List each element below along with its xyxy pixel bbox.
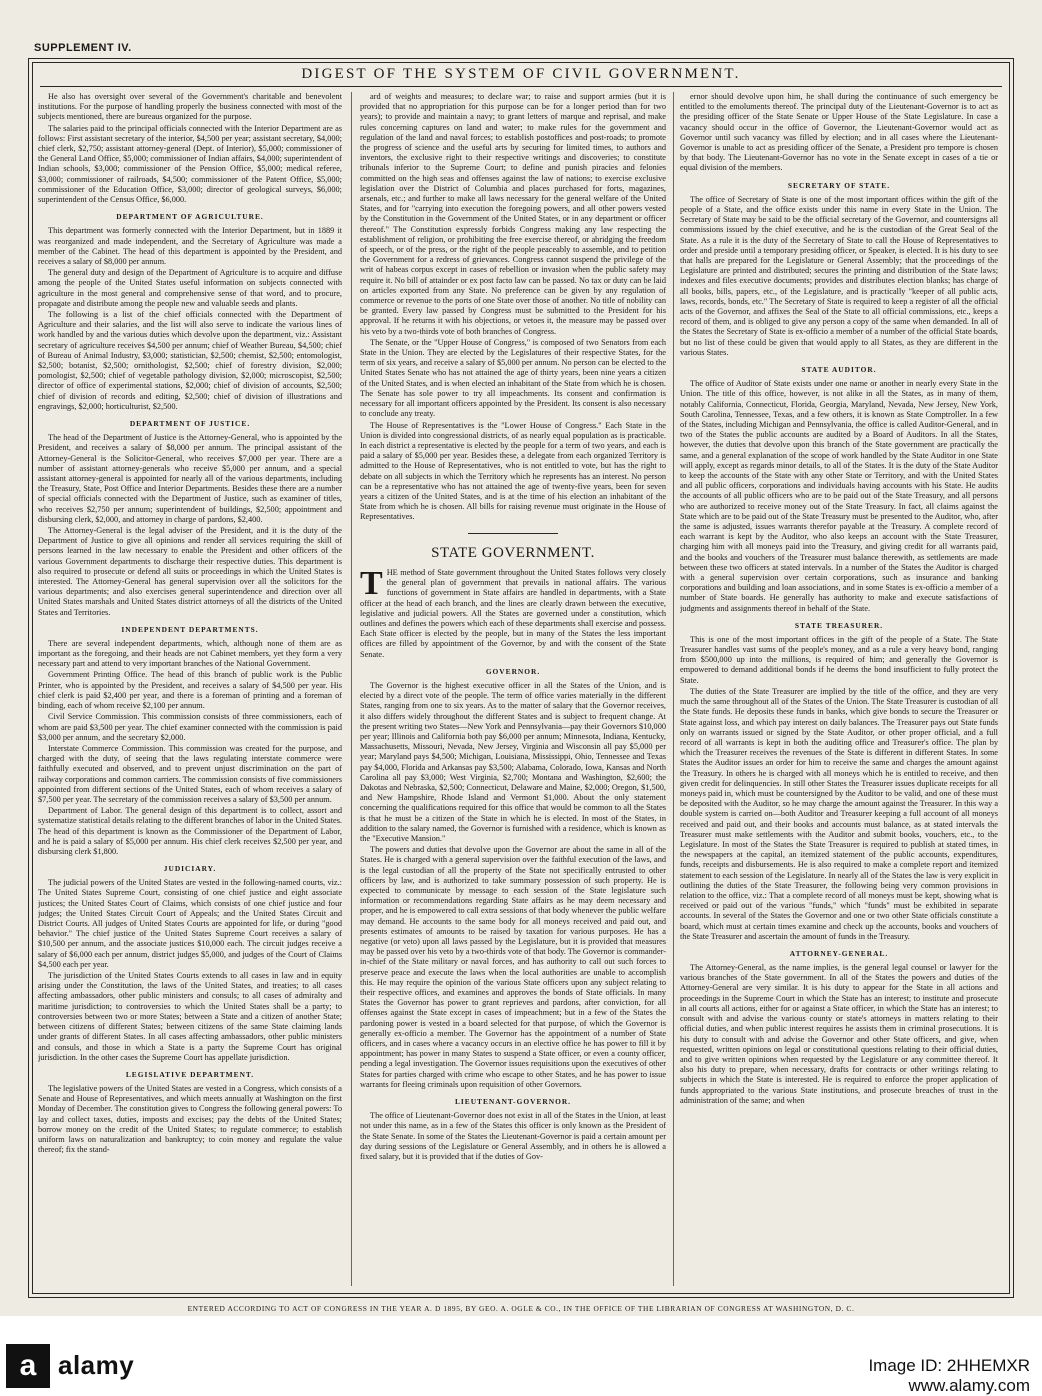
column-divider-1	[351, 92, 352, 1286]
intro-text: HE method of State government throughout the United States follows very closely the general plan of government that prevails in national affairs. The various functions of government in State affairs are handled in departments, with a State officer at the head of each branch, and the lines are clearly drawn between the executive, legislative and judicial powers. All the States are governed under a constitution, which outlines and defines the powers which each of these departments shall exercise and possess. Each State officer is elected by the people, but in many of the States the less important offices are filled by appointment of the Governor, by and with the consent of the State Senate.	[360, 567, 666, 659]
heading-lieutenant-governor: LIEUTENANT-GOVERNOR.	[454, 1097, 572, 1107]
heading-state-government: STATE GOVERNMENT.	[431, 544, 595, 561]
paragraph: The office of Auditor of State exists under one name or another in nearly every State in the Union. The title of this office, however, is not alike in all the States, as in many of them, notably California, Connecticut, Florida, Georgia, Maryland, Nevada, New Jersey, New York, South Carolina, Tennessee, Texas, and a few others, it is known as State Comptroller. In a few of the States, including Michigan and Pennsylvania, the office is called Auditor-General, and in two of the States the public accounts are audited by a Board of Auditors. In all the States, however, the duties that devolve upon this branch of the State government are practically the same, and a general explanation of the scope of work handled by the State Auditor in one State will apply, except as regards minor details, to all of the States. It is the duty of the State Auditor to keep the accounts of the State with any other State or Territory, and with the United States and all public officers, corporations and individuals having accounts with his State. He audits the accounts of all public officers who are to be paid out of the State Treasury, and all persons who are authorized to receive money out of the State Treasury. In fact, all claims against the State which are to be paid out of the State Treasury must be presented to the Auditor, who, after the same is adjusted, issues warrants therefor payable at the Treasury. A complete record of each warrant is kept by the Auditor, who also keeps an account with the State Treasurer, charging him with all moneys paid into the Treasury, and giving credit for all warrants paid, and the books and vouchers of the Treasurer must balance therewith, as settlements are made between these two officers at stated intervals. In a number of the States the Auditor is charged with a general supervision over certain corporations, such as insurance and banking corporations and building and loan associations, and in some States is ex-officio a member of a number of State boards. He generally has authority to make and execute satisfactions of judgments and assignments thereof in behalf of the State.	[680, 379, 998, 613]
paragraph: Government Printing Office. The head of this branch of public work is the Public Printer, who is appointed by the President, and receives a salary of $4,500 per year. His chief clerk is paid $2,400 per year, and there is a foreman of printing and a foreman of binding, each of whom receive $2,100 per annum.	[38, 670, 342, 711]
paragraph: The general duty and design of the Department of Agriculture is to acquire and diffuse among the people of the United States useful information on subjects connected with agriculture in the most general and comprehensive sense of that word, and to procure, propagate and distribute among the people new and valuable seeds and plants.	[38, 268, 342, 308]
paragraph: The jurisdiction of the United States Courts extends to all cases in law and in equity arising under the Constitution, the laws of the United States, and treaties; to all cases affecting ambassadors, other public ministers and consuls; to all cases of admiralty and maritime jurisdiction; to controversies to which the United States shall be a party; to controversies between two or more States; between a State and a citizen of another State; between citizens of different States; between citizens of the same State claiming lands under grants of different States. In all cases affecting ambassadors, other public ministers and consuls, and those in which a State is a party the Supreme Court has original jurisdiction. In the other cases the Supreme Court has appellate jurisdiction.	[38, 971, 342, 1062]
heading-agriculture: DEPARTMENT OF AGRICULTURE.	[116, 212, 264, 222]
heading-independent-departments: INDEPENDENT DEPARTMENTS.	[121, 624, 259, 634]
heading-secretary-of-state: SECRETARY OF STATE.	[787, 180, 891, 190]
paragraph-intro	[360, 564, 666, 660]
alamy-logo-icon: a	[6, 1344, 50, 1388]
paragraph: The Senate, or the "Upper House of Congress," is composed of two Senators from each State in the Union. They are elected by the Legislatures of their respective States, for the term of six years, and receive a salary of $5,000 per annum. No person can be elected to the United States Senate who has not attained the age of thirty years, been nine years a citizen of the United States, and is when elected an inhabitant of the State from which he is chosen. The Senate has sole power to try all impeachments. Its consent and confirmation is necessary for all important officers appointed by the President. Its consent is also necessary to conclude any treaty.	[360, 337, 666, 419]
paragraph: The duties of the State Treasurer are implied by the title of the office, and they are very much the same throughout all of the States of the Union. The State Treasurer is custodian of all the State funds. He deposits these funds in banks, which give bonds to secure the Treasurer or State against loss, and which pay interest on daily balances. The Treasurer pays out State funds only on warrants issued or signed by the State Auditor, or other proper official, and a full record of all warrants is kept in both the auditing office and Treasurer's office. The plan by which the Treasurer receives the revenues of the State is different in different States. In some States the Auditor issues an order for him to receive the same and charges the amount against the Treasury. In others he is charged with all moneys which he is entitled to receive, and then given credit for delinquencies. In still other States the Treasurer issues duplicate receipts for all moneys paid in, which must be countersigned by the Auditor to be valid, and one of these must be deposited with the Auditor, so he may charge the amount against the Treasurer. In this way a double system is carried on—both Auditor and Treasurer keeping a full account of all moneys received and paid out, and their books and accounts must balance, as at stated intervals the Treasurer must make settlements with the Auditor and submit books, vouchers, etc., to the Legislature. In most of the States the State Treasurer is required to publish at stated times, in the newspapers at the capital, an itemized statement of the public accounts, expenditures, funds, receipts and disbursements. He is also required to make a complete report and itemized statement to each session of the Legislature. In nearly all of the States the law is very explicit in outlining the duties of the State Treasurer, the following being very common provisions in relation to the office, viz.: That a complete record of all moneys must be kept, showing what is received or paid out of the various "funds," which "funds" must be exhibited in separate accounts. In several of the States the Governor and one or two other State officials constitute a board, which must at certain times examine and check up the accounts, books and vouchers of the State Treasurer and ascertain the amount of funds in the Treasury.	[680, 686, 998, 941]
paragraph: ernor should devolve upon him, he shall during the continuance of such emergency be entitled to the emoluments thereof. The principal duty of the Lieutenant-Governor is to act as the presiding officer of the State Senate or Upper House of the State Legislature. In case a vacancy should occur in the office of Governor, the Lieutenant-Governor would act as Governor until such vacancy was filled by election; and in all cases where the Lieutenant-Governor is unable to act as presiding officer of the Senate, a President pro tempore is chosen by that body. The Lieutenant-Governor has no vote in the Senate except in cases of a tie or equal division of the members.	[680, 92, 998, 173]
paragraph: The salaries paid to the principal officials connected with the Interior Department are as follows: First assistant secretary of the interior, $4,500 per year; assistant secretary, $4,000; chief clerk, $2,750; assistant attorney-general (Dept. of Interior), $5,000; commissioner of the General Land Office, $5,000; commissioner of Indian affairs, $4,000; superintendent of Indian schools, $3,000; commissioner of the Pension Office, $5,000; medical referee, $3,000; commissioner of railroads, $4,500; commissioner of the Patent Office, $5,000; commissioner of the Education Office, $3,000; director of geological surveys, $6,000; superintendent of the Census Office, $6,000.	[38, 123, 342, 205]
heading-legislative: LEGISLATIVE DEPARTMENT.	[125, 1069, 255, 1079]
heading-attorney-general: ATTORNEY-GENERAL.	[789, 948, 889, 958]
paragraph: ard of weights and measures; to declare war; to raise and support armies (but it is provided that no appropriation for this purpose can be for a longer period than for two years); to provide and maintain a navy; to grant letters of marque and reprisal, and make rules concerning captures on land and water; to make rules for the government and regulation of the land and naval forces; to establish postoffices and post-roads; to promote the progress of science and the useful arts by securing for limited times, to authors and inventors, the exclusive right to their respective writings and discoveries; to constitute tribunals inferior to the Supreme Court; to define and punish piracies and felonies committed on the high seas and offenses against the law of nations; to exercise exclusive legislation over the District of Columbia and places purchased for forts, magazines, arsenals, etc.; and further to make all laws necessary for the general welfare of the United States, and for "carrying into execution the foregoing powers, and all other powers vested by the Constitution in the Government of the United States, or in any department or officer thereof." The Constitution expressly forbids Congress making any law respecting the establishment of religion, or prohibiting the free exercise thereof, or abridging the freedom of speech, or of the press, or the right of the people peaceably to assemble, and to petition the Government for a redress of grievances. Congress cannot suspend the privilege of the writ of habeas corpus except in cases of rebellion or invasion when the public safety may require it. No bill of attainder or ex post facto law can be passed. No tax or duty can be laid on articles exported from any State. No preference can be given by any regulation of commerce or revenue to the ports of one State over those of another. No title of nobility can be granted. Every law passed by Congress must be submitted to the President for his approval. If he returns it with his objections, or vetoes it, the measure may be passed over his veto by a two-thirds vote of both branches of Congress.	[360, 92, 666, 336]
column-3	[680, 92, 998, 1286]
paragraph: The powers and duties that devolve upon the Governor are about the same in all of the States. He is charged with a general supervision over the faithful execution of the laws, and is the legal custodian of all the property of the State not specifically entrusted to other officers by law, and is authorized to take summary possession of such property. He is expected to communicate by message to each session of the State legislature such information or recommendations regarding State affairs as he may deem necessary and proper, and he is empowered to call extra sessions of that body whenever the public welfare may demand. He accounts to the same body for all moneys received and paid out, and presents estimates of amounts to be raised by taxation for various purposes. He has a negative (or veto) upon all laws passed by the Legislature, but it is provided that measures may be passed over his veto by a two-thirds vote of that body. The Governor is commander-in-chief of the State military or naval forces, and has authority to call out such forces to preserve peace and execute the laws when the local authorities are unable to accomplish this. He may require the opinion of the various State officers upon any subject relating to their respective offices, and examines and approves the bonds of State officials. In many States the Governor has power to grant reprieves and pardons, after conviction, for all offenses against the State except in cases of impeachment; but in a few of the States the pardoning power is vested in a board selected for that purpose, of which the Governor is generally ex-officio a member. The Governor has the appointment of a number of State officers, and in cases where a vacancy occurs in an elective office he has power to fill it by appointment; has power in many States to suspend a State officer, or even a county officer, pending a legal investigation. The Governor issues requisitions upon the executives of other States for parties charged with crime who escape to other States, and he has power to issue warrants for fleeing criminals upon requisition of other Governors.	[360, 845, 666, 1089]
page-title: DIGEST OF THE SYSTEM OF CIVIL GOVERNMENT.	[301, 66, 741, 82]
copyright-footer: ENTERED ACCORDING TO ACT OF CONGRESS IN THE YEAR A. D 1895, BY GEO. A. OGLE & CO., IN THE OFFICE OF THE LIBRARIAN OF CONGRESS AT WASHINGTON, D. C.	[187, 1304, 855, 1313]
paragraph: Interstate Commerce Commission. This commission was created for the purpose, and charged with the duty, of seeing that the laws regulating interstate commerce were faithfully executed and observed, and to prevent unjust discrimination on the part of railway corporations and common carriers. The commission consists of five commissioners appointed from different sections of the United States, each of whom receives a salary of $7,500 per year. The secretary of the commission receives a salary of $3,500 per annum.	[38, 743, 342, 804]
drop-cap: T	[360, 564, 383, 602]
heading-state-auditor: STATE AUDITOR.	[801, 364, 877, 374]
paragraph: Civil Service Commission. This commission consists of three commissioners, each of whom are paid $3,500 per year. The chief examiner connected with the commission is paid $3,000 per annum, and the secretary $2,000.	[38, 712, 342, 742]
image-id-text: Image ID: 2HHEMXR	[868, 1356, 1030, 1375]
paragraph: The House of Representatives is the "Lower House of Congress." Each State in the Union is divided into congressional districts, of as nearly equal population as is practicable. In each district a representative is elected by the people for a term of two years, and each is paid a salary of $5,000 per year. Besides these, a delegate from each organized Territory is admitted to the House of Representatives, who is not entitled to vote, but has the right to debate on all subjects in which the Territory which he represents has an interest. No person can be a representative who has not attained the age of twenty-five years, been for seven years a citizen of the United States, and is at the time of his election an inhabitant of the State from which he is chosen. All bills for raising revenue must originate in the House of Representatives.	[360, 420, 666, 522]
paragraph: The legislative powers of the United States are vested in a Congress, which consists of a Senate and House of Representatives, and which meets annually at Washington on the first Monday of December. The constitution gives to Congress the following general powers: To lay and collect taxes, duties, imposts and excises; pay the debts of the United States; borrow money on the credit of the United States; to regulate commerce; to establish uniform laws on naturalization and bankruptcy; to coin money and regulate the value thereof; fix the stand-	[38, 1084, 342, 1155]
section-rule	[468, 533, 558, 534]
paragraph: The judicial powers of the United States are vested in the following-named courts, viz.: The United States Supreme Court, consisting of one chief justice and eight associate justices; the United States Court of Claims, which consists of one chief justice and four judges; the United States Circuit Court of Appeals; and the United States Circuit and District Courts. All judges of United States Courts are appointed for life, or during "good behavior." The chief justice of the United States Supreme Court receives a salary of $10,500 per annum, and the associate justices $10,000 each. The circuit judges receive a salary of $6,000 each per annum, district judges $5,000, and judges of the Court of Claims $4,500 each per year.	[38, 878, 342, 969]
paragraph: The Attorney-General is the legal adviser of the President, and it is the duty of the Department of Justice to give all opinions and render all services requiring the skill of persons learned in the law necessary to enable the President and other officers of the various Government departments to discharge their respective duties. This department is also required to prosecute or defend all suits or proceedings in which the United States is interested. The Attorney-General has general supervision over all the solicitors for the various departments; and also exercises general superintendence and direction over all United States marshals and United States district attorneys of all the districts of the United States and Territories.	[38, 525, 342, 617]
paragraph: The Governor is the highest executive officer in all the States of the Union, and is elected by a direct vote of the people. The term of office varies materially in the different States, ranging from one to six years. As to the matter of salary that the Governor receives, it also differs widely throughout the different States and is subject to frequent change. At the present writing two States—New York and Pennsylvania—pay their Governors $10,000 per year; Illinois and California both pay $6,000 per annum; Minnesota, Indiana, Kentucky, Massachusetts, Missouri, Nevada, New Jersey, Virginia and Wisconsin all pay $5,000 per year; Maryland pays $4,500; Michigan, Louisiana, Mississippi, Ohio, Tennessee and Texas pay $4,000, Florida and Arkansas pay $3,500; Alabama, Colorado, Iowa, Kansas and North Carolina all pay $3,000; West Virginia, $2,700; Montana and Washington, $2,600; the Dakotas and Nebraska, $2,500; Connecticut, Delaware and Maine, $2,000; Oregon, $1,500, and New Hampshire, Rhode Island and Vermont $1,000. About the only statement concerning the qualifications required for this office that would be common to all the States is that he must be a citizen of the State in which he is elected. In most of the States, in addition to the salary named, the Governor is furnished with a residence, which is known as the "Executive Mansion."	[360, 680, 666, 843]
paragraph: The following is a list of the chief officials connected with the Department of Agriculture and their salaries, and the list will also serve to indicate the various lines of work handled by and the various duties which devolve upon the department, viz.: Assistant secretary of agriculture receives $4,500 per annum; chief of Weather Bureau, $4,500; chief of Bureau of Animal Industry, $3,000; statistician, $2,500; chemist, $2,500; entomologist, $2,500; botanist, $2,500; ornithologist, $2,500; chief of forestry division, $2,000; pomologist, $2,500; chief of vegetable pathology division, $2,000; microscopist, $2,500; director of office of experimental stations, $2,000; chief of division of accounts, $2,500; chief of division of records and editing, $2,500; chief of division of illustrations and engravings, $2,000; horticulturist, $2,500.	[38, 309, 342, 411]
heading-governor: GOVERNOR.	[485, 666, 541, 676]
column-divider-2	[673, 92, 674, 1286]
supplement-label: SUPPLEMENT IV.	[34, 42, 132, 54]
watermark-url: www.alamy.com	[908, 1376, 1030, 1395]
paragraph: The office of Secretary of State is one of the most important offices within the gift of the people of a State, and the office exists under this name in every State in the Union. The Secretary of State may be said to be the official secretary of the Governor, and countersigns all commissions issued by the chief executive, and he is the custodian of the Great Seal of the State. As a rule it is the duty of the Secretary of State to call the House of Representatives to order and preside until a temporary presiding officer, or Speaker, is elected. It is his duty to see that halls are prepared for the Legislature or General Assembly; that the proceedings of the Legislature are printed and distributed; secures the printing and distribution of the State laws; indexes and files executive documents; provides and distributes election blanks; has charge of all books, bills, papers, etc., of the Legislature, and is practically "keeper of all public acts, laws, records, bonds, etc." The Secretary of State is required to keep a register of all the official acts of the Governor, and affixes the Seal of the State to all official commissions, etc., keeps a record of them, and is obliged to give any person a copy of the same when demanded. In all of the States the Secretary of State is ex-officio a member of a number of the official State boards, but no list of these could be given that would apply to all States, as they are different in the various States.	[680, 194, 998, 357]
column-2	[360, 92, 666, 1286]
heading-judiciary: JUDICIARY.	[163, 864, 217, 874]
paragraph: The head of the Department of Justice is the Attorney-General, who is appointed by the President, and receives a salary of $8,000 per annum. The principal assistant of the Attorney-General is the Solicitor-General, who receives $7,000 per year. There are a number of assistant attorney-generals who receive $5,000 per annum, and a special assistant attorney-general is appointed for nearly all of the various departments, including the Treasury, State, Post Office and Interior Departments. Besides these there are a number of special officials connected with the Department of Justice, such as examiner of titles, who receives $2,750 per annum; superintendent of buildings, $2,500; appointment and disbursing clerk, $2,000, and attorney in charge of pardons, $2,400.	[38, 433, 342, 524]
paragraph: The office of Lieutenant-Governor does not exist in all of the States in the Union, at least not under this name, as in a few of the States this officer is only known as the President of the State Senate. In some of the States the Lieutenant-Governor is paid a certain amount per day during sessions of the Legislature or General Assembly, and in others he is allowed a fixed salary, but it is provided that if the duties of Gov-	[360, 1111, 666, 1161]
paragraph: The Attorney-General, as the name implies, is the general legal counsel or lawyer for the various branches of the State government. In all of the States the powers and duties of the Attorney-General are very similar. It is his duty to appear for the State in all actions and proceedings in the Supreme Court in which the State has an interest; to institute and prosecute in all courts all actions, either for or against a State officer, in which the State has an interest; to consult with and advise the various county or state's attorneys in matters relating to their official duties, and when public interest requires he assists them in criminal prosecutions. It is his duty to consult with and advise the Governor and other State officers, and give, when requested, written opinions on legal or constitutional questions relating to their official duties, and to give written opinions when requested by the Legislature or any committee thereof. It also his duty to prepare, when necessary, drafts for contracts or other writings relating to subjects in which the State is interested. He is required to enforce the proper application of funds appropriated to the various State institutions, and prosecute breaches of trust in the administration of the same; and when	[680, 963, 998, 1105]
title-rule	[40, 86, 1002, 87]
paragraph: He also has oversight over several of the Government's charitable and benevolent institutions. For the purpose of handling properly the business connected with most of the subjects mentioned, there are bureaus organized for the purpose.	[38, 92, 342, 122]
watermark-brand: alamy	[58, 1350, 135, 1380]
paragraph: This is one of the most important offices in the gift of the people of a State. The State Treasurer handles vast sums of the people's money, and as a rule a very heavy bond, ranging from $500,000 up into the millions, is required of him; and generally the Governor is empowered to demand additional bonds if he deems the bond insufficient to fully protect the State.	[680, 634, 998, 685]
column-1	[38, 92, 342, 1286]
heading-justice: DEPARTMENT OF JUSTICE.	[129, 419, 251, 428]
paragraph: There are several independent departments, which, although none of them are as important as the foregoing, and their heads are not Cabinet members, yet they form a very necessary part and attend to very important branches of the National Government.	[38, 638, 342, 669]
paragraph: This department was formerly connected with the Interior Department, but in 1889 it was reorganized and made independent, and the Secretary of Agriculture was made a member of the Cabinet. The head of this department is appointed by the President, and receives a salary of $8,000 per annum.	[38, 226, 342, 266]
watermark-image-id	[868, 1356, 1030, 1396]
heading-state-treasurer: STATE TREASURER.	[794, 620, 884, 630]
paragraph: Department of Labor. The general design of this department is to collect, assort and systematize statistical details relating to the different branches of labor in the United States. The head of this department is known as the Commissioner of the Department of Labor, and he is paid a salary of $5,000 per annum. His chief clerk receives $2,500 per year, and disbursing clerk $1,800.	[38, 806, 342, 856]
